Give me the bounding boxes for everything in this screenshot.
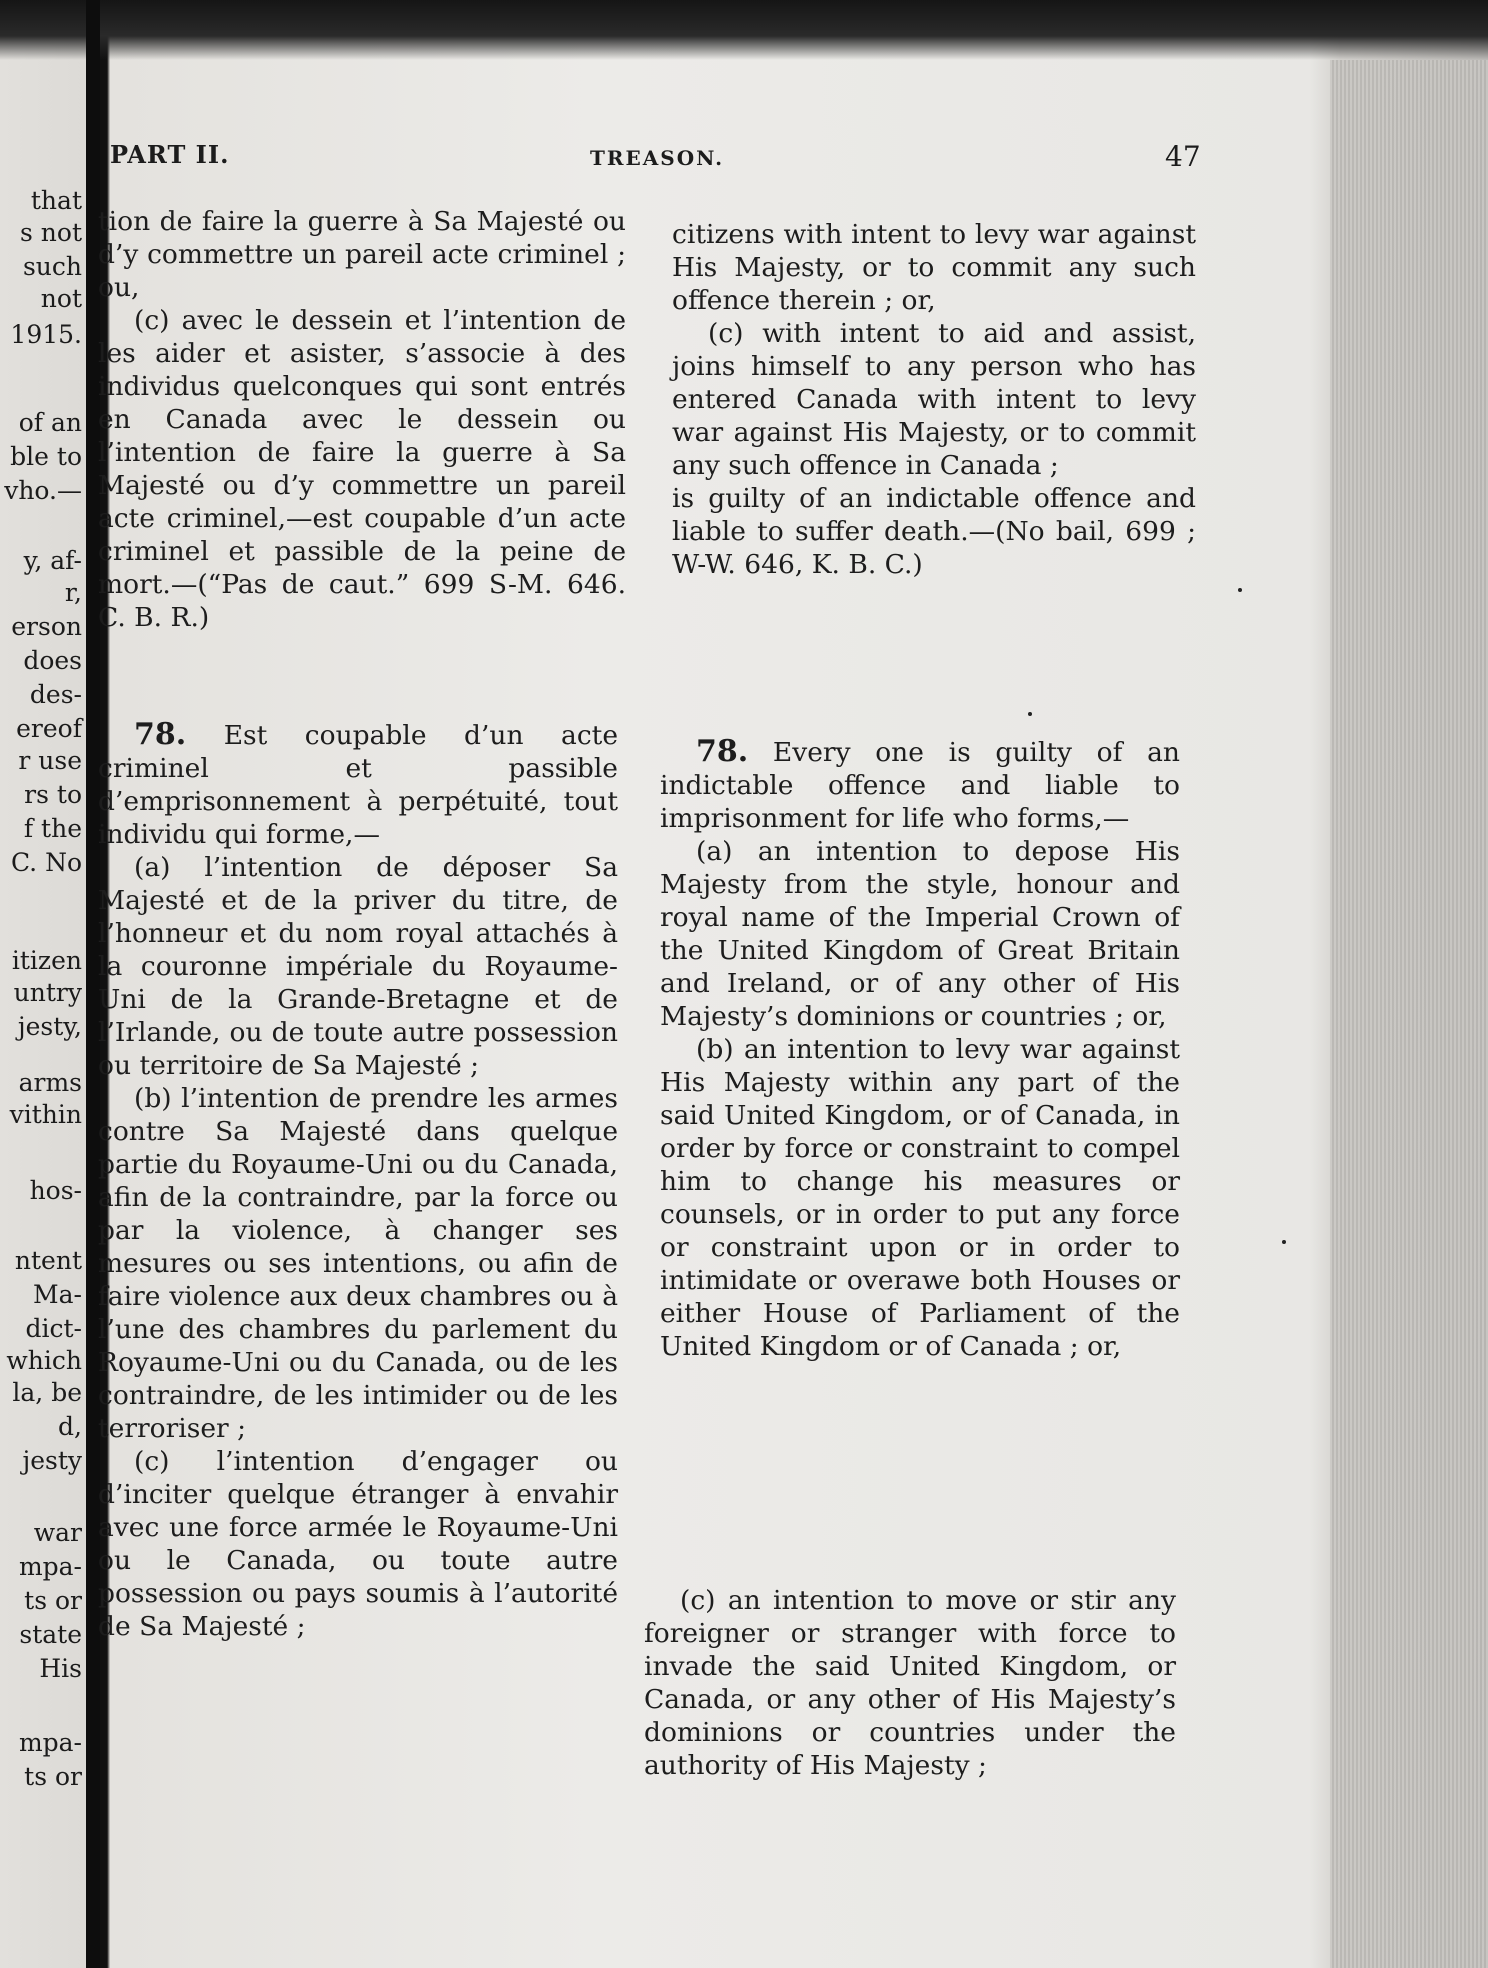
previous-page-fragment: ntent <box>14 1246 82 1275</box>
previous-page-fragment: d, <box>58 1412 82 1441</box>
french-section-78 <box>98 718 618 1643</box>
english-paragraph: citizens with intent to levy war against His Majesty, or to commit any such offence therein ; or, <box>672 219 1196 316</box>
previous-page-fragment: 1915. <box>10 320 82 349</box>
french-s78-intro: 78. Est coupable d’un acte criminel et passible d’emprisonnement à perpétuité, tout individu qui forme,— <box>98 717 618 850</box>
previous-page-fragment: such <box>22 252 82 281</box>
english-clause-b: (b) an intention to levy war against His Majesty within any part of the said United Kingdom, or of Canada, in order by force or constraint to compel him to change his measures or counsels, or in order to put any force or constraint upon or in order to intimidate or overawe both Houses or either House of Parliament of the United Kingdom or of Canada ; or, <box>660 1034 1180 1362</box>
french-clause-b: (b) l’intention de prendre les armes contre Sa Majesté dans quelque partie du Royaume-Uni ou du Canada, afin de la contraindre, par la force ou par la violence, à changer ses mesures ou ses intentions, ou afin de faire violence aux deux chambres ou à l’une des chambres du parlement du Royaume-Uni ou du Canada, ou de les contraindre, de les intimider ou de les terroriser ; <box>98 1083 618 1444</box>
previous-page-fragment: Ma- <box>33 1280 82 1309</box>
english-column-top <box>672 218 1196 581</box>
running-header <box>110 140 1210 190</box>
scan-speck <box>1238 588 1242 592</box>
previous-page-fragment: rs to <box>24 780 82 809</box>
previous-page-fragment: la, be <box>12 1378 82 1407</box>
previous-page-fragment: that <box>30 186 82 215</box>
english-clause-c: (c) an intention to move or stir any foreigner or stranger with force to invade the said United Kingdom, or Canada, or any other of His Majesty’s dominions or countries under the authority of His Majesty ; <box>644 1585 1176 1781</box>
previous-page-fragment: dict- <box>25 1314 82 1343</box>
previous-page-fragment: des- <box>29 680 82 709</box>
previous-page-fragment: itizen <box>11 946 82 975</box>
previous-page-fragment: jesty <box>22 1446 82 1475</box>
previous-page-fragment: which <box>6 1346 82 1375</box>
previous-page-fragment: mpa- <box>18 1552 82 1581</box>
scan-top-shadow <box>0 0 1488 60</box>
previous-page-fragment: jesty, <box>17 1012 82 1041</box>
previous-page-fragment: vithin <box>9 1100 82 1129</box>
previous-page-fragment: untry <box>13 978 82 1007</box>
previous-page-fragment: not <box>40 284 82 313</box>
previous-page-fragment: f the <box>23 814 82 843</box>
previous-page-fragment: ts or <box>24 1586 82 1615</box>
section-number: 78. <box>696 734 749 769</box>
previous-page-fragment: s not <box>20 218 82 247</box>
previous-page-fragment: war <box>33 1518 82 1547</box>
header-part: PART II. <box>110 140 230 169</box>
previous-page-fragment: erson <box>11 612 82 641</box>
english-clause-a: (a) an intention to depose His Majesty from the style, honour and royal name of the Imperial Crown of the United Kingdom of Great Britain and Ireland, or of any other of His Majesty’s dominions or countries ; or, <box>660 836 1180 1032</box>
page-number: 47 <box>1165 140 1201 173</box>
previous-page-margin <box>0 180 84 1880</box>
french-paragraph: (c) avec le dessein et l’intention de les aider et asister, s’associe à des individus quelconques qui sont entrés en Canada avec le dessein ou l’intention de faire la guerre à Sa Majesté ou d’y commettre un pareil acte criminel,—est coupable d’un acte criminel et passible de la peine de mort.—(“Pas de caut.” 699 S-M. 646. C. B. R.) <box>98 305 626 633</box>
english-section-78 <box>660 735 1180 1363</box>
french-column-top <box>98 205 626 634</box>
previous-page-fragment: vho.— <box>4 476 82 505</box>
english-paragraph: is guilty of an indictable offence and liable to suffer death.—(No bail, 699 ; W-W. 646, K. B. C.) <box>672 483 1196 580</box>
english-clause-c-block <box>644 1584 1176 1782</box>
previous-page-fragment: ts or <box>24 1762 82 1791</box>
previous-page-fragment: y, af- <box>23 546 82 575</box>
previous-page-fragment: mpa- <box>18 1728 82 1757</box>
french-clause-a: (a) l’intention de déposer Sa Majesté et de la priver du titre, de l’honneur et du nom royal attachés à la couronne impériale du Royaume-Uni de la Grande-Bretagne et de l’Irlande, ou de toute autre possession ou territoire de Sa Majesté ; <box>98 852 618 1081</box>
scan-speck <box>1028 712 1032 716</box>
previous-page-fragment: of an <box>18 408 82 437</box>
header-title: TREASON. <box>590 146 725 170</box>
previous-page-fragment: His <box>39 1654 82 1683</box>
book-page-edges <box>1330 60 1488 1968</box>
english-s78-intro: 78. Every one is guilty of an indictable offence and liable to imprisonment for life who forms,— <box>660 734 1180 834</box>
previous-page-fragment: ereof <box>16 714 82 743</box>
previous-page-fragment: hos- <box>29 1176 82 1205</box>
english-paragraph: (c) with intent to aid and assist, joins himself to any person who has entered Canada with intent to levy war against His Majesty, or to commit any such offence in Canada ; <box>672 318 1196 481</box>
section-number: 78. <box>134 717 187 752</box>
previous-page-fragment: ble to <box>10 442 82 471</box>
previous-page-fragment: r, <box>64 578 82 607</box>
previous-page-fragment: arms <box>18 1068 82 1097</box>
french-paragraph: tion de faire la guerre à Sa Majesté ou d’y commettre un pareil acte criminel ; ou, <box>98 206 626 303</box>
scan-speck <box>1282 1240 1286 1244</box>
previous-page-fragment: state <box>19 1620 82 1649</box>
previous-page-fragment: r use <box>18 746 82 775</box>
previous-page-fragment: does <box>23 646 82 675</box>
previous-page-fragment: C. No <box>10 848 82 877</box>
french-clause-c: (c) l’intention d’engager ou d’inciter quelque étranger à envahir avec une force armée le Royaume-Uni ou le Canada, ou toute autre possession ou pays soumis à l’autorité de Sa Majesté ; <box>98 1446 618 1642</box>
